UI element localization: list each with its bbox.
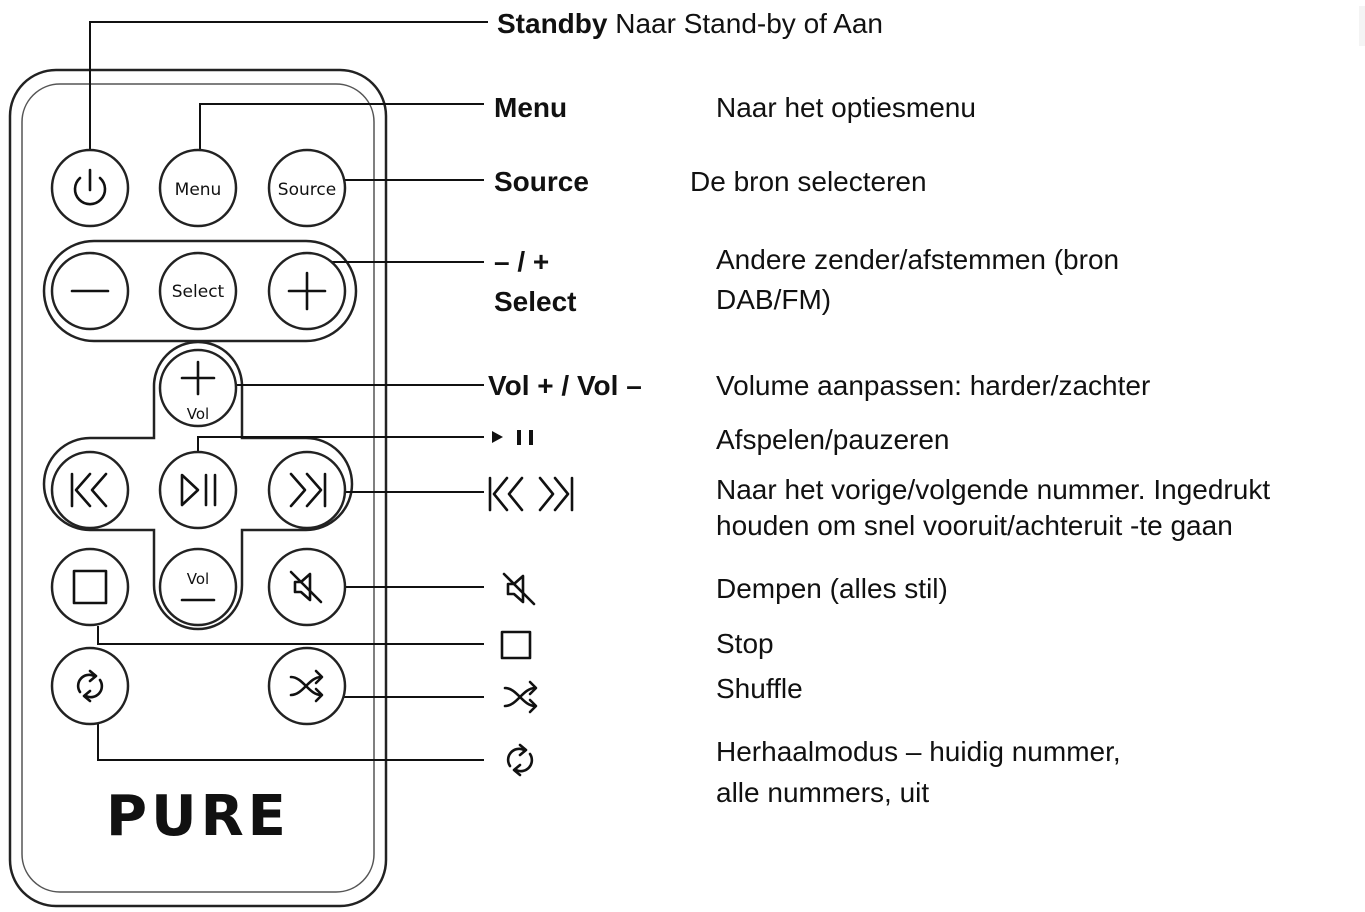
play-pause-button[interactable] xyxy=(160,452,236,528)
menu-desc: Naar het optiesmenu xyxy=(716,92,976,123)
skip-desc-line1: Naar het vorige/volgende nummer. Ingedrukt xyxy=(716,474,1271,505)
repeat-button[interactable] xyxy=(52,648,128,724)
standby-desc: Naar Stand-by of Aan xyxy=(615,8,883,39)
skip-desc-line2: houden om snel vooruit/achteruit -te gaan xyxy=(716,510,1233,541)
volume-up-button[interactable] xyxy=(160,350,236,426)
select-button[interactable] xyxy=(160,253,236,329)
minus-plus-desc-line2: DAB/FM) xyxy=(716,284,832,315)
next-button[interactable] xyxy=(269,452,345,528)
standby-legend xyxy=(497,4,883,44)
page-edge-tab xyxy=(1359,6,1365,46)
stop-desc: Stop xyxy=(716,628,774,659)
minus-button[interactable] xyxy=(52,253,128,329)
shuffle-desc: Shuffle xyxy=(716,673,803,704)
select-key: Select xyxy=(494,286,577,317)
volume-down-button[interactable] xyxy=(160,549,236,625)
source-key: Source xyxy=(494,166,589,197)
plus-button[interactable] xyxy=(269,253,345,329)
mute-button[interactable] xyxy=(269,549,345,625)
menu-button-label: Menu xyxy=(174,180,222,200)
source-button[interactable] xyxy=(269,150,345,226)
volume-down-label: Vol xyxy=(186,570,210,588)
standby-key: Standby xyxy=(497,8,608,39)
previous-button[interactable] xyxy=(52,452,128,528)
legend-skip-icons xyxy=(490,478,572,510)
source-button-label: Source xyxy=(277,180,337,200)
repeat-desc-line1: Herhaalmodus – huidig nummer, xyxy=(716,736,1121,767)
play-pause-desc: Afspelen/pauzeren xyxy=(716,424,950,455)
legend-play-pause-icon xyxy=(492,430,533,445)
volume-key: Vol + / Vol – xyxy=(488,370,642,401)
mute-desc: Dempen (alles stil) xyxy=(716,573,948,604)
select-button-label: Select xyxy=(171,282,225,302)
menu-key: Menu xyxy=(494,92,568,123)
legend-stop-icon xyxy=(502,632,530,658)
minus-plus-key: – / + xyxy=(494,246,550,277)
legend-mute-icon xyxy=(504,574,534,604)
menu-button[interactable] xyxy=(160,150,236,226)
volume-desc: Volume aanpassen: harder/zachter xyxy=(716,370,1151,401)
shuffle-button[interactable] xyxy=(269,648,345,724)
volume-up-label: Vol xyxy=(186,405,210,423)
legend-repeat-icon xyxy=(508,745,532,775)
legend-shuffle-icon xyxy=(505,682,536,712)
repeat-desc-line2: alle nummers, uit xyxy=(716,777,930,808)
pure-logo: PURE xyxy=(106,784,290,849)
minus-plus-desc-line1: Andere zender/afstemmen (bron xyxy=(716,244,1120,275)
stop-button[interactable] xyxy=(52,549,128,625)
source-desc: De bron selecteren xyxy=(690,166,927,197)
standby-button[interactable] xyxy=(52,150,128,226)
